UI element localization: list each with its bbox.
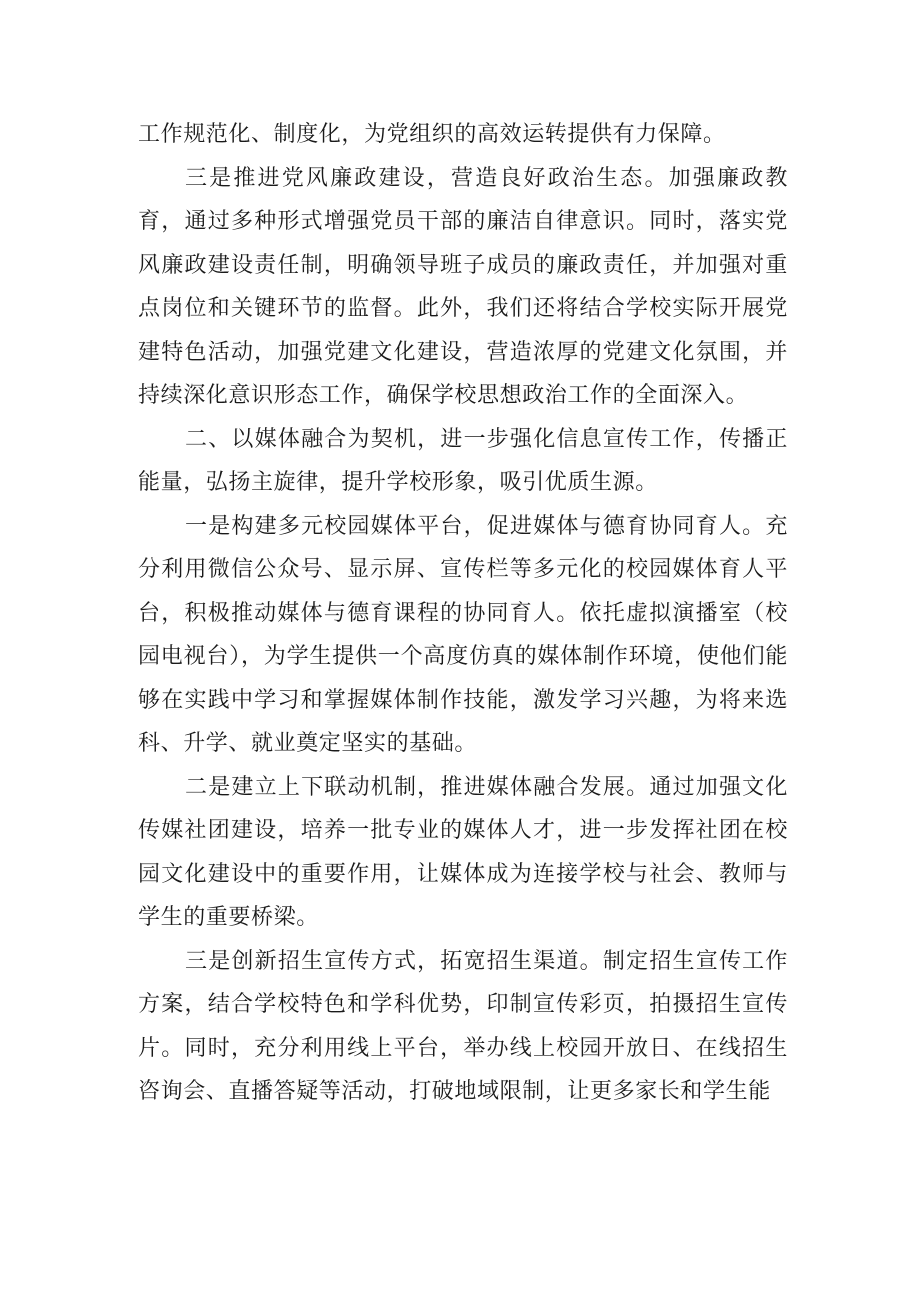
document-body [138,113,788,1114]
paragraph-media-platform: 一是构建多元校园媒体平台，促进媒体与德育协同育人。充分利用微信公众号、显示屏、宣传栏等多元化的校园媒体育人平台，积极推动媒体与德育课程的协同育人。依托虚拟演播室（校园电视台），为学生提供一个高度仿真的媒体制作环境，使他们能够在实践中学习和掌握媒体制作技能，激发学习兴趣，为将来选科、升学、就业奠定坚实的基础。 [138,513,788,756]
paragraph-enrollment-publicity: 三是创新招生宣传方式，拓宽招生渠道。制定招生宣传工作方案，结合学校特色和学科优势，印制宣传彩页，拍摄招生宣传片。同时，充分利用线上平台，举办线上校园开放日、在线招生咨询会、直播答疑等活动，打破地域限制，让更多家长和学生能 [138,948,788,1104]
paragraph-party-integrity: 三是推进党风廉政建设，营造良好政治生态。加强廉政教育，通过多种形式增强党员干部的廉洁自律意识。同时，落实党风廉政建设责任制，明确领导班子成员的廉政责任，并加强对重点岗位和关键环节的监督。此外，我们还将结合学校实际开展党建特色活动，加强党建文化建设，营造浓厚的党建文化氛围，并持续深化意识形态工作，确保学校思想政治工作的全面深入。 [138,165,788,408]
section-heading-media-integration: 二、以媒体融合为契机，进一步强化信息宣传工作，传播正能量，弘扬主旋律，提升学校形象，吸引优质生源。 [138,426,788,495]
paragraph-continuation: 工作规范化、制度化，为党组织的高效运转提供有力保障。 [138,122,726,147]
paragraph-linkage-mechanism: 二是建立上下联动机制，推进媒体融合发展。通过加强文化传媒社团建设，培养一批专业的媒体人才，进一步发挥社团在校园文化建设中的重要作用，让媒体成为连接学校与社会、教师与学生的重要桥梁。 [138,774,788,930]
